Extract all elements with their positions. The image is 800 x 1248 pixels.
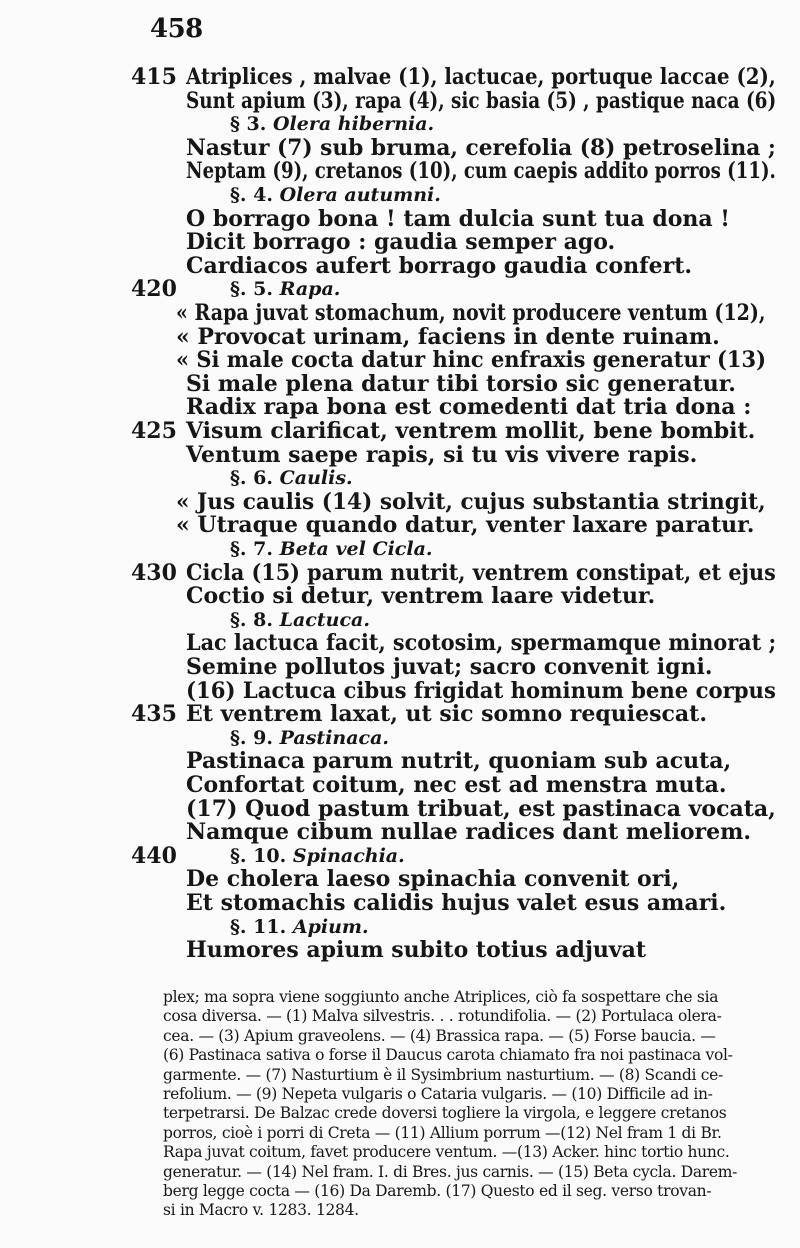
verse-line: Et ventrem laxat, ut sic somno requiescat.: [186, 701, 707, 728]
section-title: Beta vel Cicla.: [273, 538, 433, 560]
verse-line: De cholera laeso spinachia convenit ori,: [186, 866, 680, 893]
verse-line: Et stomachis calidis hujus valet esus amari.: [186, 890, 727, 916]
footnote-divider: [184, 980, 784, 981]
verse-number: 440: [131, 842, 177, 869]
section-number: §. 4.: [230, 184, 274, 206]
section-number: §. 10.: [230, 844, 287, 867]
section-heading: [230, 844, 405, 867]
footnote-line: cosa diversa. — (1) Malva silvestris. . . rotundifolia. — (2) Portulaca olera-: [163, 1007, 722, 1026]
verse-line: Lac lactuca facit, scotosim, spermamque minorat ;: [186, 630, 777, 657]
section-number: § 3.: [230, 113, 267, 136]
verse-number: 430: [131, 559, 177, 586]
section-heading: [230, 540, 433, 559]
footnote-line: si in Macro v. 1283. 1284.: [163, 1201, 359, 1220]
section-number: §. 6.: [230, 467, 274, 490]
section-heading: [230, 115, 434, 134]
verse-line: (16) Lactuca cibus frigidat hominum bene corpus: [186, 677, 776, 704]
section-title: Pastinaca.: [273, 726, 390, 749]
verse-line: Coctio si detur, ventrem laare videtur.: [186, 583, 656, 610]
quoted-verse-line: « Si male cocta datur hinc enfraxis generatur (13): [176, 347, 766, 374]
section-number: §. 11.: [230, 915, 287, 938]
verse-number: 415: [131, 64, 177, 90]
section-title: Caulis.: [273, 467, 353, 490]
verse-line: Cicla (15) parum nutrit, ventrem constipat, et ejus: [186, 559, 776, 586]
section-title: Apium.: [286, 915, 369, 938]
section-number: §. 9.: [230, 726, 274, 749]
section-number: §. 7.: [230, 538, 274, 560]
verse-line: Sunt apium (3), rapa (4), sic basia (5) , pastique naca (6): [186, 87, 777, 114]
quoted-verse-line: « Utraque quando datur, venter laxare paratur.: [176, 512, 755, 539]
section-heading: [230, 915, 369, 938]
footnote-line: (6) Pastinaca sativa o forse il Daucus carota chiamato fra noi pastinaca vol-: [163, 1046, 733, 1065]
section-heading: [230, 469, 353, 488]
section-title: Rapa.: [273, 278, 341, 301]
verse-line: Atriplices , malvae (1), lactucae, portuque laccae (2),: [186, 64, 776, 90]
section-number: §. 5.: [230, 278, 274, 301]
verse-number: 435: [131, 701, 177, 728]
verse-line: O borrago bona ! tam dulcia sunt tua dona !: [186, 205, 730, 232]
quoted-verse-line: « Jus caulis (14) solvit, cujus substantia stringit,: [176, 488, 766, 515]
verse-line: Si male plena datur tibi torsio sic generatur.: [186, 370, 736, 397]
page-number: 458: [150, 14, 203, 44]
verse-line: Nastur (7) sub bruma, cerefolia (8) petroselina ;: [186, 134, 776, 161]
section-heading: [230, 280, 340, 299]
footnote-line: terpetrarsi. De Balzac crede doversi togliere la virgola, e leggere cretanos: [163, 1104, 727, 1123]
footnote-line: cea. — (3) Apium graveolens. — (4) Brassica rapa. — (5) Forse baucia. —: [163, 1026, 716, 1045]
verse-number: 425: [131, 418, 177, 444]
section-heading: [230, 726, 390, 749]
quoted-verse-line: « Provocat urinam, faciens in dente ruinam.: [176, 323, 720, 350]
verse-line: Cardiacos aufert borrago gaudia confert.: [186, 252, 693, 279]
footnote-line: garmente. — (7) Nasturtium è il Sysimbrium nasturtium. — (8) Scandi ce-: [163, 1065, 723, 1084]
verse-line: Semine pollutos juvat; sacro convenit igni.: [186, 654, 713, 680]
footnote-line: berg legge cocta — (16) Da Daremb. (17) Questo ed il seg. verso trovan-: [163, 1182, 712, 1200]
quoted-verse-line: « Rapa juvat stomachum, novit producere ventum (12),: [176, 300, 766, 326]
verse-line: Ventum saepe rapis, si tu vis vivere rapis.: [186, 441, 698, 468]
footnote-line: porros, cioè i porri di Creta — (11) Allium porrum —(12) Nel fram 1 di Br.: [163, 1123, 722, 1142]
verse-line: Radix rapa bona est comedenti dat tria dona :: [186, 394, 752, 421]
verse-line: Visum clarificat, ventrem mollit, bene bombit.: [186, 418, 756, 444]
section-heading: [230, 608, 370, 631]
verse-line: Humores apium subito totius adjuvat: [186, 937, 647, 964]
verse-line: (17) Quod pastum tribuat, est pastinaca vocata,: [186, 795, 776, 822]
verse-number: 420: [131, 276, 177, 303]
verse-line: Neptam (9), cretanos (10), cum caepis addito porros (11).: [186, 158, 776, 185]
verse-line: Dicit borrago : gaudia semper ago.: [186, 229, 616, 256]
verse-line: Pastinaca parum nutrit, quoniam sub acuta,: [186, 748, 732, 775]
section-title: Spinachia.: [286, 844, 405, 867]
section-number: §. 8.: [230, 608, 274, 631]
section-heading: [230, 186, 441, 205]
section-title: Lactuca.: [273, 608, 370, 631]
verse-line: Namque cibum nullae radices dant meliorem.: [186, 819, 752, 846]
footnote-line: plex; ma sopra viene soggiunto anche Atriplices, ciò fa sospettare che sia: [163, 988, 719, 1006]
section-title: Olera autumni.: [273, 184, 441, 206]
verse-line: Confortat coitum, nec est ad menstra muta.: [186, 772, 727, 798]
section-title: Olera hibernia.: [266, 113, 435, 136]
footnote-line: Rapa juvat coitum, favet producere ventum. —(13) Acker. hinc tortio hunc.: [163, 1143, 730, 1162]
footnote-line: generatur. — (14) Nel fram. I. di Bres. jus carnis. — (15) Beta cycla. Darem-: [163, 1162, 738, 1181]
footnote-line: refolium. — (9) Nepeta vulgaris o Cataria vulgaris. — (10) Difficile ad in-: [163, 1085, 713, 1103]
